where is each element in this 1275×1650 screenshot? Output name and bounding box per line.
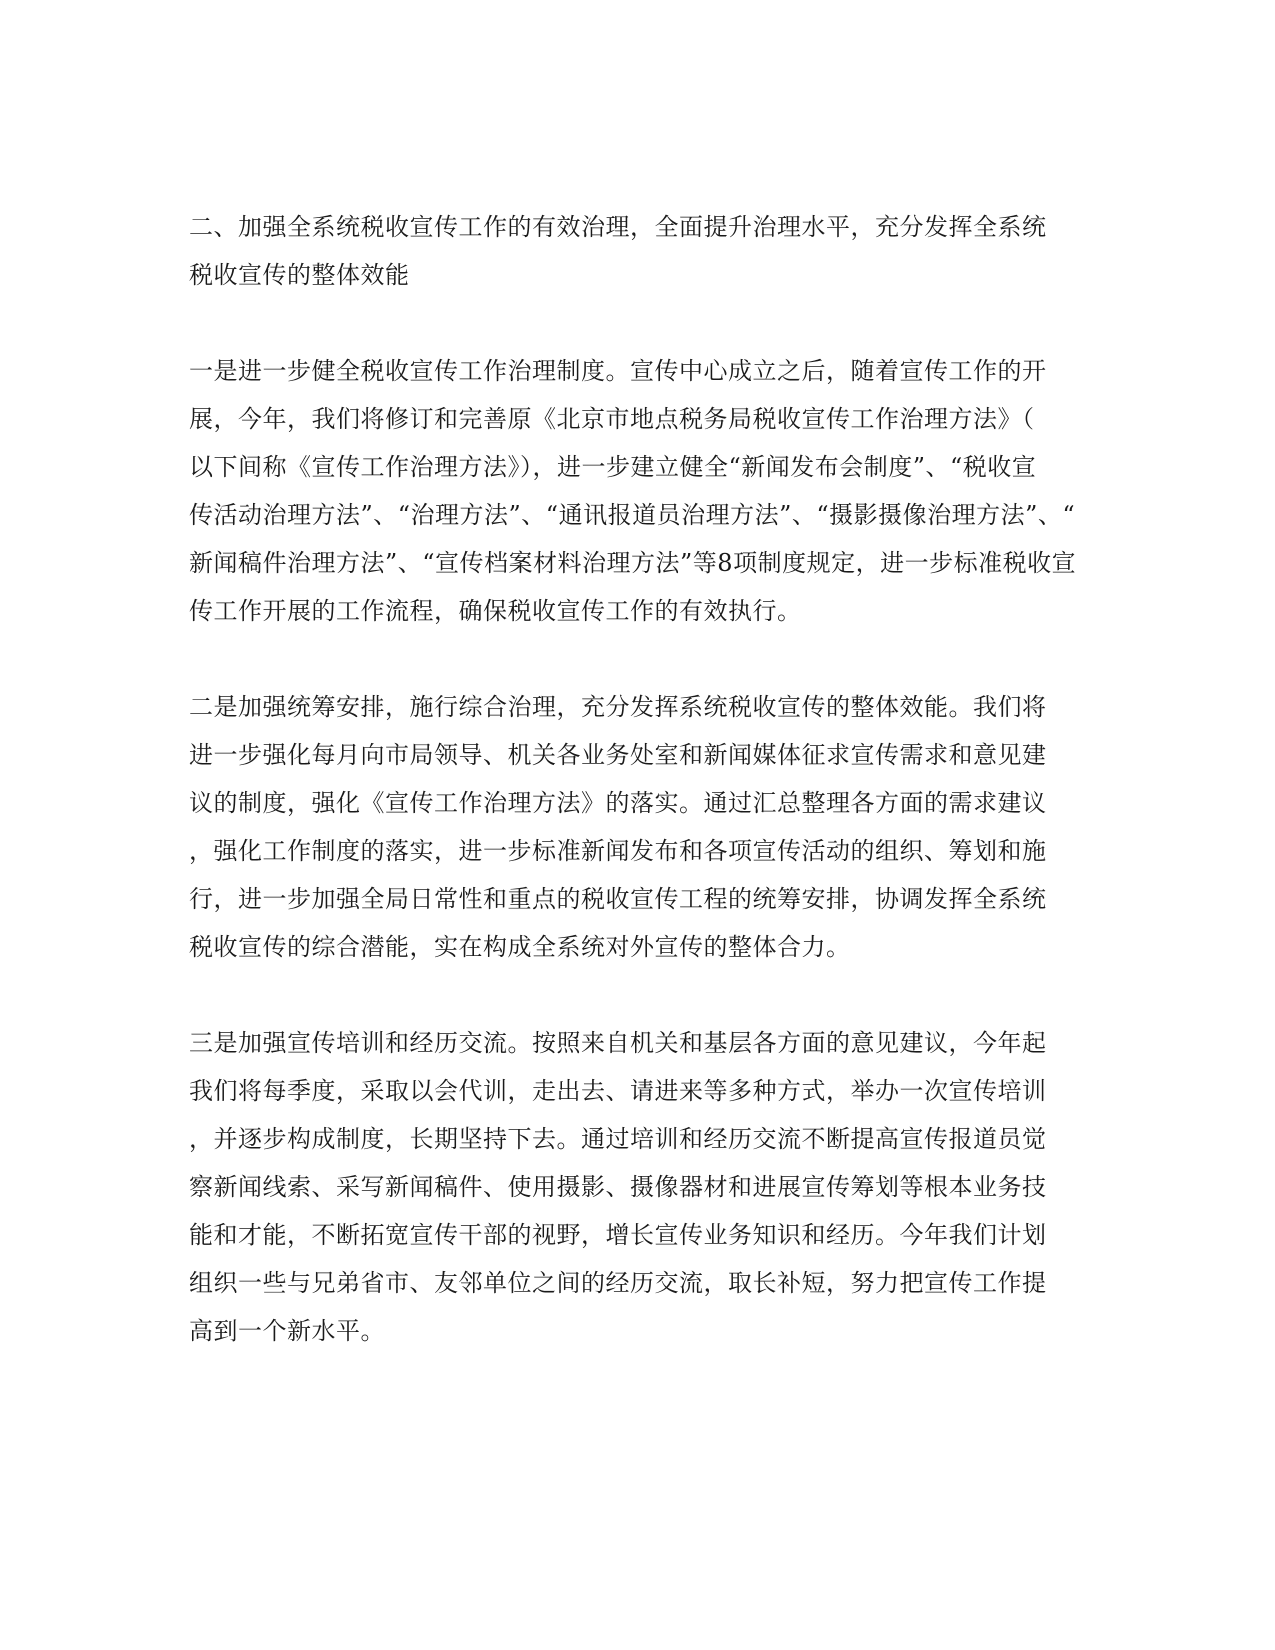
paragraph-spacer <box>189 635 1089 683</box>
paragraph-2 <box>189 683 1089 971</box>
paragraph-line: 我们将每季度，采取以会代训，走出去、请进来等多种方式，举办一次宣传培训 <box>189 1077 1047 1105</box>
paragraph-line: 组织一些与兄弟省市、友邻单位之间的经历交流，取长补短，努力把宣传工作提 <box>189 1269 1047 1297</box>
paragraph-line: ，并逐步构成制度，长期坚持下去。通过培训和经历交流不断提高宣传报道员觉 <box>189 1125 1047 1153</box>
document-body <box>189 203 1089 1355</box>
paragraph-line: 进一步强化每月向市局领导、机关各业务处室和新闻媒体征求宣传需求和意见建 <box>189 741 1047 769</box>
paragraph-line: 传工作开展的工作流程，确保税收宣传工作的有效执行。 <box>189 597 802 625</box>
paragraph-spacer <box>189 299 1089 347</box>
paragraph-line: 以下间称《宣传工作治理方法》），进一步建立健全“新闻发布会制度”、“税收宣 <box>189 453 1037 481</box>
paragraph-3 <box>189 1019 1089 1355</box>
paragraph-line: 行，进一步加强全局日常性和重点的税收宣传工程的统筹安排，协调发挥全系统 <box>189 885 1047 913</box>
heading-line: 税收宣传的整体效能 <box>189 261 410 289</box>
paragraph-line: 税收宣传的综合潜能，实在构成全系统对外宣传的整体合力。 <box>189 933 851 961</box>
paragraph-line: 能和才能，不断拓宽宣传干部的视野，增长宣传业务知识和经历。今年我们计划 <box>189 1221 1047 1249</box>
section-heading <box>189 203 1089 299</box>
paragraph-line: 展，今年，我们将修订和完善原《北京市地点税务局税收宣传工作治理方法》（ <box>189 405 1035 433</box>
paragraph-line: 议的制度，强化《宣传工作治理方法》的落实。通过汇总整理各方面的需求建议 <box>189 789 1047 817</box>
paragraph-line: 三是加强宣传培训和经历交流。按照来自机关和基层各方面的意见建议，今年起 <box>189 1029 1047 1057</box>
paragraph-line: 新闻稿件治理方法”、“宣传档案材料治理方法”等8项制度规定，进一步标准税收宣 <box>189 549 1077 577</box>
paragraph-1 <box>189 347 1089 635</box>
paragraph-line: 察新闻线索、采写新闻稿件、使用摄影、摄像器材和进展宣传筹划等根本业务技 <box>189 1173 1047 1201</box>
paragraph-spacer <box>189 971 1089 1019</box>
paragraph-line: 传活动治理方法”、“治理方法”、“通讯报道员治理方法”、“摄影摄像治理方法”、“ <box>189 501 1076 529</box>
paragraph-line: 高到一个新水平。 <box>189 1317 385 1345</box>
paragraph-line: 一是进一步健全税收宣传工作治理制度。宣传中心成立之后，随着宣传工作的开 <box>189 357 1047 385</box>
paragraph-line: 二是加强统筹安排，施行综合治理，充分发挥系统税收宣传的整体效能。我们将 <box>189 693 1047 721</box>
heading-line: 二、加强全系统税收宣传工作的有效治理，全面提升治理水平，充分发挥全系统 <box>189 213 1047 241</box>
paragraph-line: ，强化工作制度的落实，进一步标准新闻发布和各项宣传活动的组织、筹划和施 <box>189 837 1047 865</box>
